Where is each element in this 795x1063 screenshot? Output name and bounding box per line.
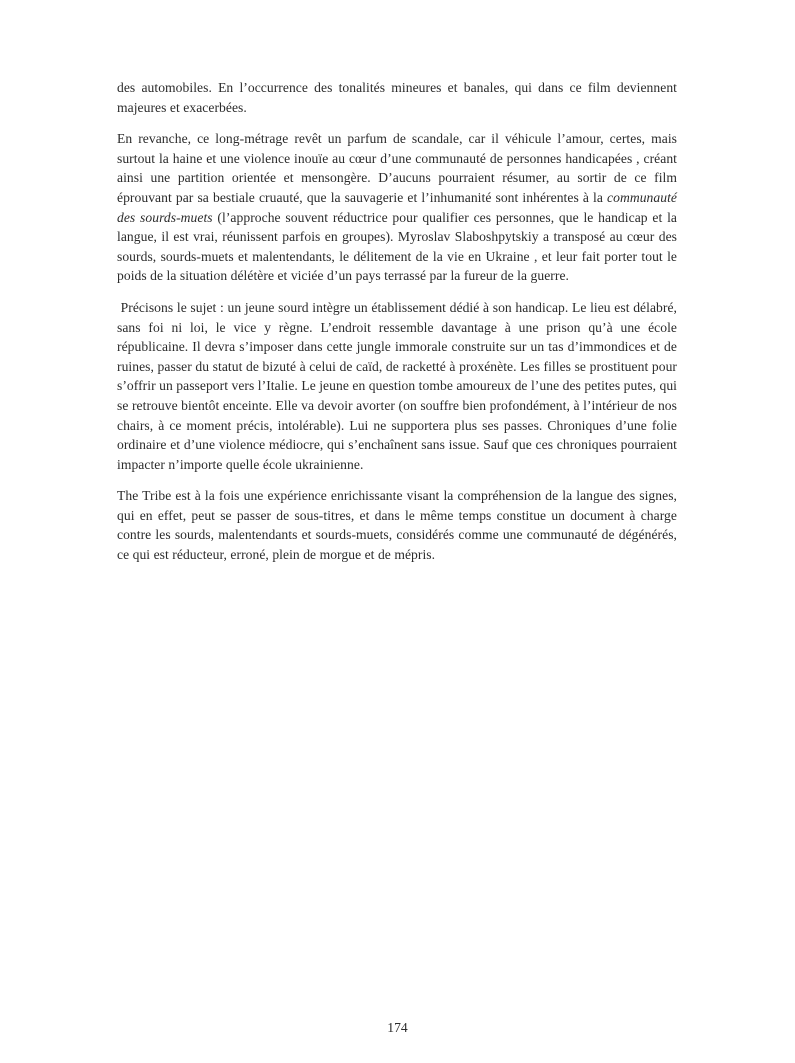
- paragraph-2-text-end: (l’approche souvent réductrice pour qualifier ces personnes, que le handicap et la langue, il est vrai, réunissent parfois en groupes). Myroslav Slaboshpytskiy a transposé au cœur des sourds, sourds-muets et malentendants, le délitement de la vie en Ukraine , et leur fait porter tout le poids de la situation délétère et viciée d’un pays terrassé par la fureur de la guerre.: [117, 209, 677, 284]
- page-number: 174: [387, 1020, 408, 1035]
- paragraph-2-italic-term: communauté des sourds-muets: [117, 189, 677, 225]
- paragraph-4: The Tribe est à la fois une expérience enrichissante visant la compréhension de la langue des signes, qui en effet, peut se passer de sous-titres, et dans le même temps constitue un document à charge contre les sourds, malentendants et sourds-muets, considérés comme une communauté de dégénérés, ce qui est réducteur, erroné, plein de morgue et de mépris.: [117, 488, 677, 563]
- paragraph-3: Précisons le sujet : un jeune sourd intègre un établissement dédié à son handicap. Le lieu est délabré, sans foi ni loi, le vice y règne. L’endroit ressemble davantage à une prison qu’à une école républicaine. Il devra s’imposer dans cette jungle immorale construite sur un tas d’immondices et de ruines, passer du statut de bizuté à celui de caïd, de racketté à proxénète. Les filles se prostituent pour s’offrir un passeport vers l’Italie. Le jeune en question tombe amoureux de l’une des petites putes, qui se retrouve bientôt enceinte. Elle va devoir avorter (on souffre bien profondément, à l’intérieur de nos chairs, à ce moment précis, intolérable). Lui ne supportera plus ses passes. Chroniques d’une folie ordinaire et d’une violence médiocre, qui s’enchaînent sans issue. Sauf que ces chroniques pourraient impacter n’importe quelle école ukrainienne.: [117, 299, 681, 472]
- paragraph-2: [117, 129, 677, 286]
- document-page: [117, 78, 681, 577]
- paragraph-2-text-start: En revanche, ce long-métrage revêt un parfum de scandale, car il véhicule l’amour, certes, mais surtout la haine et une violence inouïe au cœur d’une communauté de personnes handicapées , créant ainsi une partition orientée et mensongère. D’aucuns pourraient résumer, au sortir de ce film éprouvant par sa bestiale cruauté, que la sauvagerie et l’inhumanité sont inhérentes à la: [117, 131, 677, 205]
- paragraph-1: des automobiles. En l’occurrence des tonalités mineures et banales, qui dans ce film deviennent majeures et exacerbées.: [117, 80, 677, 115]
